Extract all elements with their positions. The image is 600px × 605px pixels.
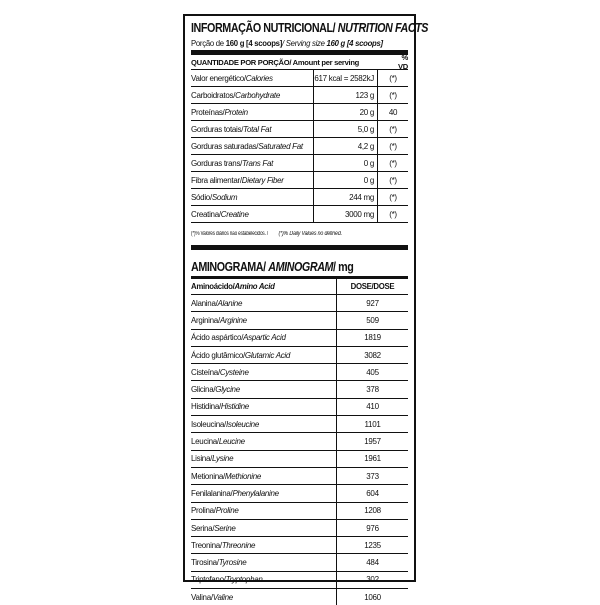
nutrient-name-en: Calories (245, 73, 273, 83)
nutrition-label-content (191, 20, 429, 605)
amino-acid-name-pt: Alanina/ (191, 298, 218, 308)
amino-acid-name-pt: Ácido aspártico/ (191, 333, 244, 343)
amino-acid-dose: 484 (366, 558, 379, 568)
amino-acid-name-en: Proline (215, 506, 239, 516)
aminogram-header-pt: Aminoácido/ (191, 282, 235, 291)
portion-pt-value: 160 g [4 scoops] (225, 38, 283, 48)
nutrient-name-pt: Gorduras totais/ (191, 124, 244, 134)
aminogram-row (191, 485, 408, 502)
amino-acid-name-en: Tyrosine (218, 558, 247, 568)
amino-acid-name-en: Histidine (220, 402, 249, 412)
nutrition-row (191, 172, 408, 189)
amino-acid-name-pt: Leucina/ (191, 437, 219, 447)
nutrition-title-en: NUTRITION FACTS (337, 21, 429, 35)
amino-acid-dose: 1961 (364, 454, 381, 464)
amino-acid-dose: 378 (366, 385, 379, 395)
nutrient-name-pt: Gorduras saturadas/ (191, 141, 259, 151)
amino-acid-dose: 1819 (364, 333, 381, 343)
aminogram-header-name (191, 279, 337, 294)
amino-acid-dose: 509 (366, 315, 379, 325)
amino-acid-name (191, 295, 337, 311)
nutrient-name (191, 155, 314, 171)
nutrition-rows (191, 70, 408, 223)
nutrient-amount: 0 g (314, 172, 378, 188)
nutrient-amount: 0 g (314, 155, 378, 171)
aminogram-row (191, 468, 408, 485)
amino-acid-name-en: Aspartic Acid (243, 333, 286, 343)
amino-acid-name-pt: Cisteína/ (191, 367, 220, 377)
amino-acid-name-pt: Valina/ (191, 592, 213, 602)
amino-acid-dose: 976 (366, 523, 379, 533)
amino-acid-name-pt: Fenilalanina/ (191, 488, 233, 498)
aminogram-title (191, 250, 378, 276)
amino-acid-name-pt: Lisina/ (191, 454, 213, 464)
amino-acid-name (191, 364, 337, 380)
aminogram-row (191, 451, 408, 468)
amino-acid-name (191, 554, 337, 570)
nutrient-vd: (*) (389, 90, 397, 100)
nutrition-row (191, 206, 408, 223)
aminogram-row (191, 537, 408, 554)
nutrient-amount: 3000 mg (314, 206, 378, 222)
nutrient-name (191, 70, 314, 86)
nutrient-name-pt: Sódio/ (191, 192, 212, 202)
nutrition-row (191, 155, 408, 172)
amino-acid-name-pt: Tirosina/ (191, 558, 219, 568)
amino-acid-name-en: Threonine (221, 540, 256, 550)
amino-acid-dose: 373 (366, 471, 379, 481)
nutrient-amount: 123 g (314, 87, 378, 103)
aminogram-row (191, 381, 408, 398)
footnote (191, 223, 408, 250)
amino-acid-name (191, 589, 337, 605)
amino-acid-name-en: Cysteine (219, 367, 249, 377)
amino-acid-name (191, 537, 337, 553)
aminogram-header-dose: DOSE/DOSE (350, 282, 395, 291)
aminogram-row (191, 503, 408, 520)
amino-acid-name-pt: Histidina/ (191, 402, 221, 412)
nutrition-label-panel (183, 14, 429, 602)
portion-pt-label: Porção de (191, 38, 226, 48)
nutrient-name-en: Sodium (211, 192, 238, 202)
nutrition-title (191, 20, 429, 36)
amino-acid-dose: 1957 (364, 437, 381, 447)
amino-acid-dose: 3082 (364, 350, 381, 360)
amino-acid-name-pt: Prolina/ (191, 506, 216, 516)
aminogram-row (191, 520, 408, 537)
amino-acid-name (191, 416, 337, 432)
amino-acid-name (191, 433, 337, 449)
amino-acid-dose: 1060 (364, 592, 381, 602)
amino-acid-name-pt: Ácido glutâmico/ (191, 350, 245, 360)
nutrient-name-pt: Proteínas/ (191, 107, 225, 117)
amino-acid-dose: 1235 (364, 540, 381, 550)
amino-acid-name (191, 451, 337, 467)
aminogram-title-unit: / mg (333, 260, 354, 274)
aminogram-row (191, 554, 408, 571)
amino-acid-name-en: Methionine (224, 471, 262, 481)
aminogram-header-en: Amino Acid (234, 282, 275, 291)
amino-acid-name-en: Tryptophan (225, 575, 263, 585)
amino-acid-name-en: Arginine (219, 315, 247, 325)
nutrient-name-en: Carbohydrate (235, 90, 280, 100)
nutrient-vd: (*) (389, 73, 397, 83)
amino-acid-name (191, 330, 337, 346)
amino-acid-name (191, 468, 337, 484)
nutrient-amount: 20 g (314, 104, 378, 120)
nutrient-vd: (*) (389, 209, 397, 219)
nutrient-name (191, 138, 314, 154)
nutrient-amount: 244 mg (314, 189, 378, 205)
nutrient-name (191, 121, 314, 137)
aminogram-title-en: AMINOGRAM (268, 260, 334, 274)
nutrient-vd: (*) (389, 158, 397, 168)
amino-acid-dose: 410 (366, 402, 379, 412)
nutrient-name-en: Creatine (220, 209, 249, 219)
aminogram-row (191, 330, 408, 347)
nutrient-name-en: Trans Fat (242, 158, 274, 168)
amino-acid-name (191, 520, 337, 536)
amino-acid-name-en: Glutamic Acid (244, 350, 291, 360)
header-amount-per-serving: QUANTIDADE POR PORÇÃO/ Amount per serving (191, 57, 359, 67)
portion-en-value: 160 g [4 scoops] (326, 38, 383, 48)
amino-acid-dose: 927 (366, 298, 379, 308)
amino-acid-name-en: Lysine (212, 454, 234, 464)
aminogram-row (191, 347, 408, 364)
amino-acid-dose: 1101 (364, 419, 381, 429)
nutrient-vd: (*) (389, 141, 397, 151)
amino-acid-name-en: Alanine (217, 298, 243, 308)
nutrient-amount: 5,0 g (314, 121, 378, 137)
nutrition-row (191, 121, 408, 138)
nutrition-title-pt: INFORMAÇÃO NUTRICIONAL/ (191, 21, 338, 35)
amino-acid-name-en: Isoleucine (225, 419, 259, 429)
nutrient-vd: (*) (389, 124, 397, 134)
aminogram-row (191, 399, 408, 416)
aminogram-header-row (191, 279, 408, 295)
amino-acid-name-en: Phenylalanine (232, 488, 279, 498)
nutrition-row (191, 189, 408, 206)
aminogram-row (191, 312, 408, 329)
nutrient-name-pt: Gorduras trans/ (191, 158, 243, 168)
amino-acid-name-pt: Serina/ (191, 523, 215, 533)
serving-size (191, 36, 386, 50)
amino-acid-name-pt: Isoleucina/ (191, 419, 226, 429)
amino-acid-name (191, 399, 337, 415)
nutrition-header-row (191, 55, 408, 70)
nutrient-name-pt: Creatina/ (191, 209, 221, 219)
amino-acid-dose: 405 (366, 367, 379, 377)
amino-acid-name (191, 381, 337, 397)
aminogram-row (191, 364, 408, 381)
amino-acid-name (191, 485, 337, 501)
nutrient-amount: 4,2 g (314, 138, 378, 154)
nutrient-name-en: Total Fat (243, 124, 272, 134)
footnote-pt: (*)% Valores diários não estabelecidos. / (191, 231, 268, 237)
aminogram-row (191, 295, 408, 312)
amino-acid-name (191, 503, 337, 519)
amino-acid-name-pt: Arginina/ (191, 315, 220, 325)
nutrient-name (191, 189, 314, 205)
nutrition-row (191, 87, 408, 104)
amino-acid-name-en: Glycine (215, 385, 240, 395)
amino-acid-name-pt: Glicina/ (191, 385, 216, 395)
amino-acid-name-pt: Treonina/ (191, 540, 222, 550)
amino-acid-dose: 604 (366, 488, 379, 498)
nutrient-name (191, 206, 314, 222)
nutrient-name (191, 104, 314, 120)
nutrient-name-en: Protein (224, 107, 248, 117)
amino-acid-name-pt: Metionina/ (191, 471, 225, 481)
aminogram-row (191, 572, 408, 589)
aminogram-row (191, 416, 408, 433)
nutrient-name (191, 87, 314, 103)
nutrition-row (191, 70, 408, 87)
nutrient-name-pt: Carboidratos/ (191, 90, 236, 100)
nutrient-name-en: Dietary Fiber (241, 175, 284, 185)
nutrient-vd: (*) (389, 175, 397, 185)
nutrient-amount: 617 kcal = 2582kJ (314, 70, 378, 86)
aminogram-rows (191, 295, 408, 605)
nutrition-row (191, 104, 408, 121)
nutrient-name-en: Saturated Fat (258, 141, 303, 151)
nutrient-vd: (*) (389, 192, 397, 202)
nutrition-row (191, 138, 408, 155)
aminogram-title-pt: AMINOGRAMA/ (191, 260, 269, 274)
amino-acid-name (191, 347, 337, 363)
amino-acid-name-en: Serine (214, 523, 236, 533)
nutrient-vd: 40 (388, 107, 398, 117)
amino-acid-dose: 302 (366, 575, 379, 585)
aminogram-row (191, 589, 408, 605)
amino-acid-name-en: Valine (212, 592, 233, 602)
header-vd: % VD (398, 53, 408, 71)
amino-acid-name-en: Leucine (218, 437, 245, 447)
amino-acid-name-pt: Triptofano/ (191, 575, 226, 585)
amino-acid-name (191, 572, 337, 588)
nutrient-name-pt: Valor energético/ (191, 73, 246, 83)
amino-acid-dose: 1208 (364, 506, 381, 516)
nutrient-name (191, 172, 314, 188)
amino-acid-name (191, 312, 337, 328)
portion-en-label: / Serving size (282, 38, 327, 48)
nutrient-name-pt: Fibra alimentar/ (191, 175, 242, 185)
aminogram-row (191, 433, 408, 450)
footnote-en: (*)% Daily Values no defined. (278, 231, 342, 237)
